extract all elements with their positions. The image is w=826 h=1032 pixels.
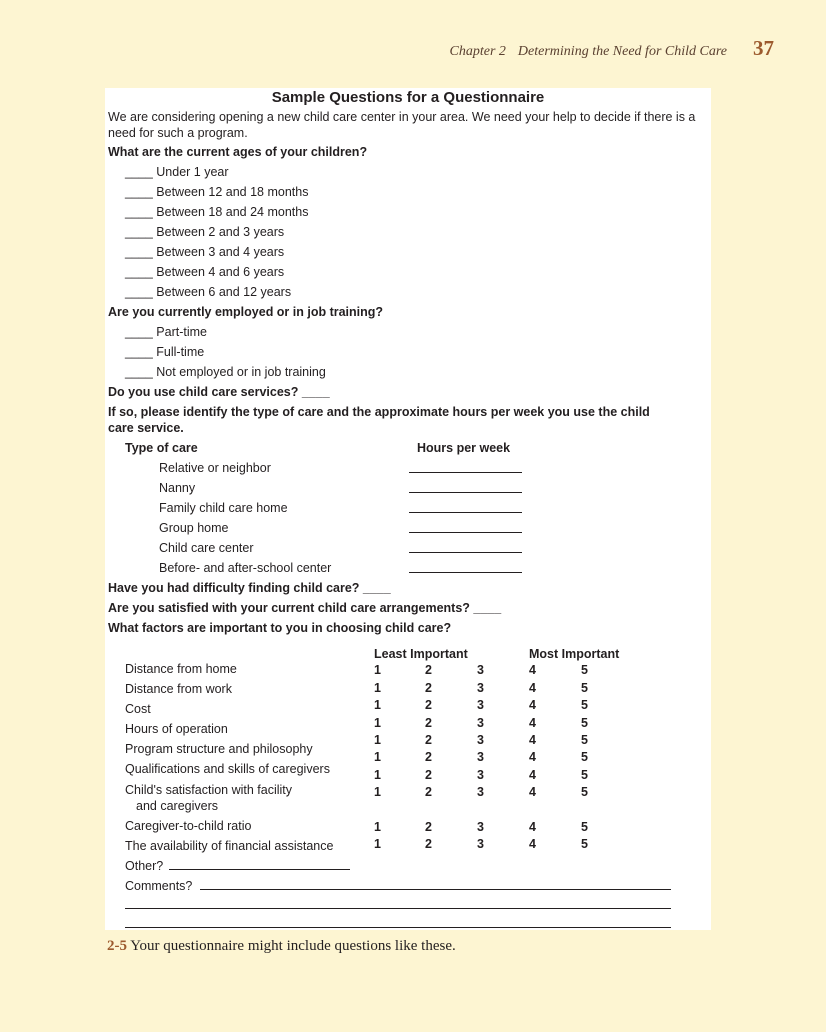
scale-5: 5 [581, 750, 588, 764]
scale-2: 2 [425, 820, 432, 834]
care-type: Family child care home [159, 501, 288, 515]
factor-label: Child's satisfaction with facility [125, 783, 293, 797]
scale-3: 3 [477, 698, 484, 712]
scale-1: 1 [374, 837, 381, 851]
care-type: Relative or neighbor [159, 461, 271, 475]
hours-blank [409, 512, 522, 513]
scale-4: 4 [529, 681, 536, 695]
scale-2: 2 [425, 837, 432, 851]
hours-per-week-header: Hours per week [417, 441, 511, 455]
question-type-line1: If so, please identify the type of care and the approximate hours per week you use the child [108, 405, 650, 419]
factor-label: Caregiver-to-child ratio [125, 819, 252, 833]
scale-5: 5 [581, 837, 588, 851]
questionnaire-panel [105, 88, 711, 930]
age-option: ____ Between 2 and 3 years [125, 225, 285, 239]
scale-4: 4 [529, 698, 536, 712]
factor-label: Distance from work [125, 682, 232, 696]
question-employed: Are you currently employed or in job training? [108, 305, 384, 319]
employment-option: ____ Not employed or in job training [125, 365, 326, 379]
other-blank [169, 869, 350, 870]
hours-blank [409, 572, 522, 573]
scale-4: 4 [529, 750, 536, 764]
scale-1: 1 [374, 768, 381, 782]
hours-blank [409, 472, 522, 473]
figure-caption-text: Your questionnaire might include questions like these. [130, 938, 456, 954]
page-number: 37 [753, 36, 774, 60]
running-head [450, 36, 774, 61]
age-option: ____ Under 1 year [125, 165, 229, 179]
type-of-care-header: Type of care [125, 441, 198, 455]
scale-2: 2 [425, 716, 432, 730]
factor-label: Program structure and philosophy [125, 742, 313, 756]
questionnaire-title: Sample Questions for a Questionnaire [271, 89, 545, 106]
hours-blank [409, 492, 522, 493]
scale-2: 2 [425, 733, 432, 747]
least-important-label: Least Important [374, 647, 468, 661]
scale-2: 2 [425, 785, 432, 799]
factor-label: Hours of operation [125, 722, 228, 736]
chapter-label: Chapter 2 [449, 44, 506, 59]
scale-1: 1 [374, 681, 381, 695]
scale-4: 4 [529, 733, 536, 747]
section-title: Determining the Need for Child Care [517, 44, 727, 59]
scale-5: 5 [581, 820, 588, 834]
scale-2: 2 [425, 663, 432, 677]
employment-option: ____ Part-time [125, 325, 207, 339]
question-factors: What factors are important to you in choosing child care? [108, 621, 452, 635]
scale-2: 2 [425, 750, 432, 764]
hours-blank [409, 532, 522, 533]
factor-label-continued: and caregivers [136, 799, 218, 813]
age-option: ____ Between 4 and 6 years [125, 265, 285, 279]
most-important-label: Most Important [529, 647, 620, 661]
scale-2: 2 [425, 681, 432, 695]
factor-label: Cost [125, 702, 151, 716]
scale-1: 1 [374, 750, 381, 764]
age-option: ____ Between 12 and 18 months [125, 185, 309, 199]
scale-4: 4 [529, 716, 536, 730]
figure-number: 2-5 [107, 938, 127, 954]
scale-1: 1 [374, 785, 381, 799]
age-option: ____ Between 18 and 24 months [125, 205, 309, 219]
scale-4: 4 [529, 785, 536, 799]
employment-option: ____ Full-time [125, 345, 205, 359]
factor-label: Distance from home [125, 662, 237, 676]
scale-5: 5 [581, 698, 588, 712]
scale-4: 4 [529, 820, 536, 834]
comments-blank [125, 908, 671, 909]
scale-4: 4 [529, 663, 536, 677]
question-type-line2: care service. [108, 421, 184, 435]
factor-label: The availability of financial assistance [125, 839, 334, 853]
scale-5: 5 [581, 681, 588, 695]
scale-3: 3 [477, 733, 484, 747]
comments-blank [200, 889, 671, 890]
question-difficulty: Have you had difficulty finding child care? ____ [108, 581, 391, 595]
scale-1: 1 [374, 716, 381, 730]
other-label: Other? [125, 859, 164, 873]
scale-1: 1 [374, 820, 381, 834]
scale-3: 3 [477, 681, 484, 695]
factor-label: Qualifications and skills of caregivers [125, 762, 330, 776]
scale-2: 2 [425, 768, 432, 782]
age-option: ____ Between 6 and 12 years [125, 285, 292, 299]
care-type: Nanny [159, 481, 196, 495]
scale-4: 4 [529, 837, 536, 851]
care-type: Group home [159, 521, 229, 535]
question-use: Do you use child care services? ____ [108, 385, 330, 399]
scale-3: 3 [477, 785, 484, 799]
scale-1: 1 [374, 663, 381, 677]
scale-5: 5 [581, 716, 588, 730]
care-type: Child care center [159, 541, 254, 555]
scale-3: 3 [477, 837, 484, 851]
comments-label: Comments? [125, 879, 193, 893]
scale-1: 1 [374, 733, 381, 747]
age-option: ____ Between 3 and 4 years [125, 245, 285, 259]
scale-3: 3 [477, 750, 484, 764]
figure-caption [107, 938, 456, 955]
scale-5: 5 [581, 663, 588, 677]
scale-4: 4 [529, 768, 536, 782]
scale-5: 5 [581, 768, 588, 782]
scale-2: 2 [425, 698, 432, 712]
scale-3: 3 [477, 716, 484, 730]
care-type: Before- and after-school center [159, 561, 332, 575]
hours-blank [409, 552, 522, 553]
question-satisfied: Are you satisfied with your current child care arrangements? ____ [108, 601, 502, 615]
scale-3: 3 [477, 768, 484, 782]
scale-1: 1 [374, 698, 381, 712]
intro-text: We are considering opening a new child care center in your area. We need your help to decide if there is a need for such a program. [108, 110, 696, 140]
scale-5: 5 [581, 785, 588, 799]
scale-3: 3 [477, 663, 484, 677]
comments-blank [125, 927, 671, 928]
scale-5: 5 [581, 733, 588, 747]
question-ages: What are the current ages of your children? [108, 145, 368, 159]
scale-3: 3 [477, 820, 484, 834]
